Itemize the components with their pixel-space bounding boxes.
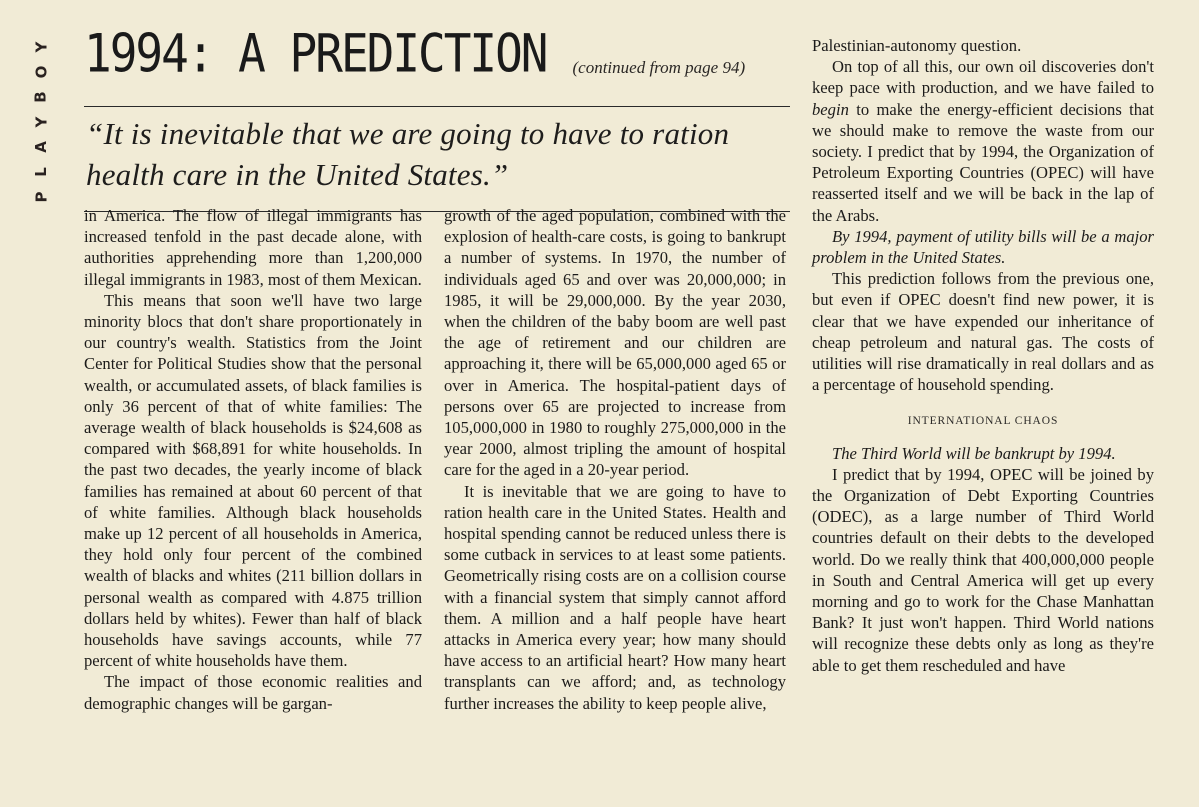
spine-letter: P bbox=[32, 191, 50, 203]
prediction-statement: By 1994, payment of utility bills will be a major problem in the United States. bbox=[812, 226, 1154, 268]
magazine-spine-label bbox=[28, 40, 54, 215]
paragraph: This means that soon we'll have two large minority blocs that don't share proportionately in our country's wealth. Statistics from the Joint Center for Political Studies show that the personal wealth, or accumulated assets, of black families is only 36 percent of that of white families: The average wealth of black households is $24,608 as compared with $68,891 for white households. In the past two decades, the yearly income of black families has remained at about 60 percent of that of white families. Although black households make up 12 percent of all households in America, they hold only four percent of the combined wealth of blacks and whites (211 billion dollars in personal wealth as compared with 4.875 trillion dollars held by whites). Fewer than half of black households have savings accounts, while 77 percent of white households have them. bbox=[84, 290, 422, 671]
spine-letter: L bbox=[32, 167, 50, 177]
continued-from-note: (continued from page 94) bbox=[572, 58, 746, 77]
paragraph: This prediction follows from the previous one, but even if OPEC doesn't find new power, it is clear that we have expended our inheritance of cheap petroleum and natural gas. The costs of utilities will rise dramatically in real dollars and as a percentage of household spending. bbox=[812, 269, 1154, 395]
spine-letter: B bbox=[32, 91, 50, 103]
paragraph: I predict that by 1994, OPEC will be joined by the Organization of Debt Exporting Countries (ODEC), as a large number of Third World countries default on their debts to the developed world. Do we really think that 400,000,000 people in South and Central America will get up every morning and go to work for the Chase Manhattan Bank? It just won't happen. Third World nations will recognize these debts only as long as they're able to get them rescheduled and have bbox=[812, 464, 1154, 675]
paragraph: Palestinian-autonomy question. bbox=[812, 36, 1022, 55]
paragraph: in America. The flow of illegal immigrants has increased tenfold in the past decade alone, with authorities apprehending more than 1,200,000 illegal immigrants in 1983, most of them Mexican. bbox=[84, 206, 422, 289]
article-title: 1994: A PREDICTION bbox=[84, 21, 547, 84]
section-subhead: INTERNATIONAL CHAOS bbox=[907, 415, 1059, 428]
text-column-1 bbox=[84, 205, 422, 714]
spine-letter: Y bbox=[32, 41, 50, 53]
text-column-2 bbox=[444, 205, 786, 714]
paragraph: It is inevitable that we are going to have to ration health care in the United States. Health and hospital spending cannot be reduced unless there is some cutback in services to at least some patients. Geometrically rising costs are on a collision course with a financial system that simply cannot afford them. A million and a half people have heart attacks in America every year; how many should have access to an artificial heart? How many heart transplants can we afford; and, as technology further increases the ability to keep people alive, bbox=[444, 481, 786, 713]
pull-quote: “It is inevitable that we are going to have to ration health care in the United States.” bbox=[86, 116, 730, 192]
top-divider bbox=[84, 106, 790, 107]
paragraph: growth of the aged population, combined with the explosion of health-care costs, is going to bankrupt a number of systems. In 1970, the number of individuals aged 65 and over was 20,000,000; in 1985, it will be 29,000,000. By the year 2030, when the children of the baby boom are well past the age of retirement and our children are approaching it, there will be 65,000,000 aged 65 or over in America. The hospital-patient days of persons over 65 are projected to increase from 105,000,000 in 1980 to roughly 275,000,000 in the year 2000, almost tripling the amount of hospital care for the aged in a 20-year period. bbox=[444, 206, 786, 480]
paragraph bbox=[812, 56, 1154, 226]
paragraph-text: On top of all this, our own oil discoveries don't keep pace with production, and we have failed to bbox=[812, 57, 1154, 98]
spine-letter: O bbox=[31, 65, 50, 79]
article-header bbox=[84, 21, 790, 212]
prediction-statement: The Third World will be bankrupt by 1994. bbox=[832, 443, 1116, 463]
spine-letter: Y bbox=[32, 116, 50, 128]
spine-letter: A bbox=[31, 141, 50, 153]
paragraph-text: to make the energy-efficient decisions that we should make to remove the waste from our society. I predict that by 1994, the Organization of Petroleum Exporting Countries (OPEC) will have reasserted itself and we will be back in the lap of the Arabs. bbox=[812, 99, 1154, 225]
emphasis: begin bbox=[812, 99, 849, 119]
paragraph: The impact of those economic realities and demographic changes will be gargan- bbox=[84, 672, 422, 713]
text-column-3 bbox=[812, 35, 1154, 676]
title-row bbox=[84, 21, 790, 86]
